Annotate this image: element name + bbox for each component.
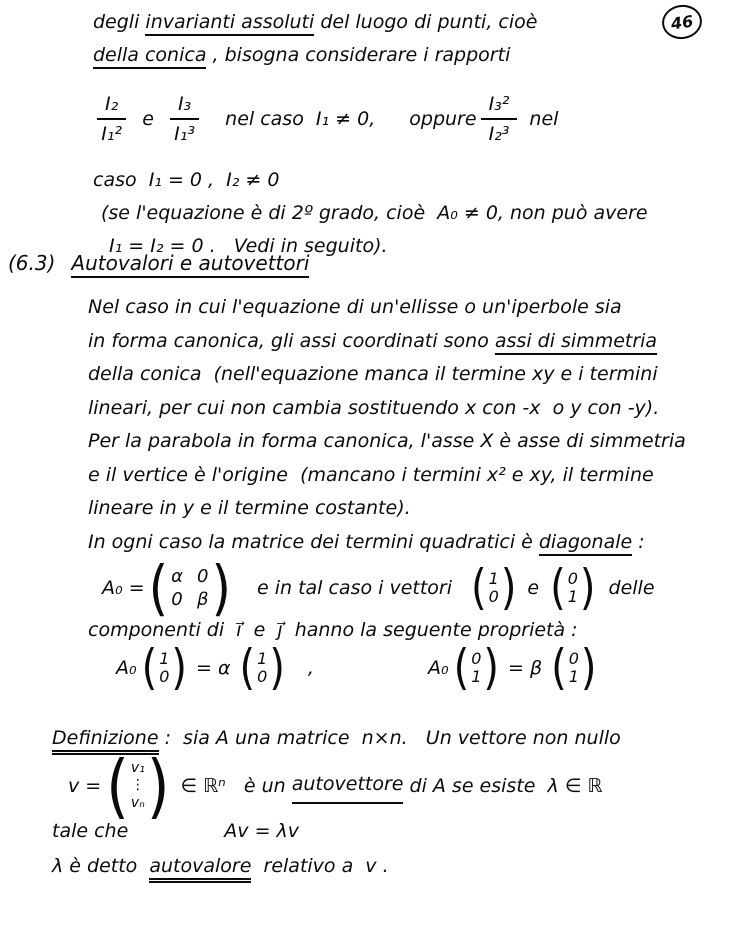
- definition-line-4: [52, 848, 722, 884]
- right-paren: ): [483, 640, 499, 696]
- delle-text: delle: [608, 576, 655, 599]
- left-paren: (: [551, 640, 567, 696]
- comma-separator: ,: [307, 656, 314, 679]
- page-number: 46: [669, 11, 695, 33]
- vector-entry: 1: [257, 648, 268, 668]
- v-equals-label: v =: [68, 774, 102, 797]
- definition-line-2: [52, 745, 722, 827]
- vector-entry: 1: [488, 568, 499, 588]
- left-paren: (: [453, 640, 470, 696]
- para-line-2: [88, 325, 736, 359]
- vector-entry: 0: [257, 667, 268, 686]
- ratios-row: [93, 74, 723, 164]
- vector-entry: 1: [471, 667, 482, 686]
- right-paren: ): [500, 560, 517, 616]
- vector-entry: 0: [568, 648, 579, 668]
- vector-v: [106, 745, 170, 827]
- left-paren: (: [550, 560, 566, 616]
- right-paren: ): [211, 553, 231, 623]
- vector-entries: [129, 760, 147, 813]
- para-line-8: [88, 526, 736, 560]
- vector-e2: [550, 560, 596, 616]
- definition-label: Definizione: [52, 727, 159, 755]
- vector-e2-result: [551, 640, 597, 696]
- matrix-entry: α: [171, 565, 183, 587]
- remark-line-2: I₁ = I₂ = 0 . Vedi in seguito).: [109, 235, 388, 257]
- equals-beta: = β: [508, 656, 543, 679]
- fraction-numerator: I₂: [97, 93, 126, 120]
- fraction-i2-over-i1sq: [97, 93, 126, 145]
- main-paragraph: [88, 291, 736, 559]
- para-line8-pre: In ogni caso la matrice dei termini quadratici è: [88, 530, 539, 553]
- intro-line-2: [93, 39, 723, 72]
- vector-e2: [453, 640, 499, 696]
- vector-entry: 0: [567, 568, 578, 588]
- para-line8-post: :: [632, 530, 645, 553]
- case-zero-line: caso I₁ = 0 , I₂ ≠ 0: [93, 169, 280, 191]
- para-line-1: Nel caso in cui l'equazione di un'ellisse o un'iperbole sia: [88, 296, 622, 318]
- intro-line-1: [93, 6, 723, 39]
- fraction-numerator: I₃²: [481, 93, 518, 120]
- left-paren: (: [106, 745, 129, 827]
- vector-entry: 0: [488, 587, 499, 606]
- mid-text: e in tal caso i vettori: [256, 576, 453, 599]
- a0-symbol: A₀: [427, 656, 449, 679]
- definition-line4-pre: λ è detto: [52, 855, 150, 877]
- vector-entry: v₁: [130, 759, 145, 776]
- left-paren: (: [141, 640, 158, 696]
- section-heading: [8, 251, 309, 278]
- para-line-3: della conica (nell'equazione manca il termine xy e i termini: [88, 363, 658, 385]
- left-paren: (: [471, 560, 487, 616]
- a0-equals-label: A₀ =: [102, 576, 145, 599]
- vector-entry: 0: [159, 667, 170, 686]
- matrix-entry: 0: [171, 588, 183, 610]
- vector-entry: 0: [471, 648, 482, 668]
- vector-e1-result: [239, 640, 285, 696]
- vector-entry: 1: [568, 667, 579, 686]
- definition-block: [52, 722, 722, 884]
- formula-beta: [427, 640, 602, 696]
- eigen-equation: Av = λv: [224, 820, 300, 842]
- section-number: (6.3): [8, 251, 56, 275]
- vector-entries: [487, 570, 501, 607]
- definition-line1-post: : sia A una matrice n×n. Un vettore non nullo: [158, 727, 621, 749]
- case-nonzero-text: nel caso I₁ ≠ 0,: [225, 107, 376, 130]
- matrix-entries: [168, 567, 211, 610]
- formulas-row: [116, 640, 602, 696]
- fraction-i3sq-over-i2cube: [481, 93, 518, 145]
- vertical-dots: ⋮: [130, 777, 145, 794]
- intro-block: [93, 6, 723, 263]
- right-paren: ): [580, 640, 597, 696]
- matrix-entry: β: [196, 588, 209, 610]
- right-paren: ): [579, 560, 596, 616]
- section-title: Autovalori e autovettori: [71, 251, 309, 278]
- right-paren: ): [269, 640, 285, 696]
- intro-line2-underlined: della conica: [93, 44, 206, 69]
- left-paren: (: [239, 640, 256, 696]
- equals-alpha: = α: [196, 656, 231, 679]
- vector-entry: 1: [567, 587, 578, 606]
- definition-line2-mid: ∈ ℝⁿ è un: [174, 774, 292, 797]
- fraction-denominator: I₁³: [174, 123, 195, 145]
- intro-line1-underlined: invarianti assoluti: [145, 11, 314, 36]
- vector-entry: 1: [159, 648, 170, 668]
- para-line-5: Per la parabola in forma canonica, l'asse X è asse di simmetria: [88, 430, 686, 452]
- vector-entries: [566, 570, 580, 607]
- intro-line1-pre: degli: [93, 11, 146, 33]
- para-line8-underlined: diagonale: [539, 531, 632, 556]
- conjunction-e: e: [142, 107, 154, 130]
- a0-symbol: A₀: [116, 656, 137, 679]
- right-paren: ): [146, 745, 170, 827]
- nel-text: nel: [529, 107, 559, 130]
- formula-alpha: [116, 640, 290, 696]
- autovalore-underlined: autovalore: [149, 855, 251, 883]
- conjunction-e: e: [527, 576, 540, 599]
- vector-entry: vₙ: [130, 794, 145, 811]
- remark-line-1: (se l'equazione è di 2º grado, cioè A₀ ≠ 0, non può avere: [101, 202, 648, 224]
- definition-line2-post: di A se esiste λ ∈ ℝ: [403, 774, 603, 797]
- fraction-i3-over-i1cube: [170, 93, 199, 145]
- para-line-7: lineare in y e il termine costante).: [88, 497, 411, 519]
- fraction-denominator: I₂³: [488, 123, 510, 145]
- autovettore-underlined: autovettore: [292, 768, 404, 804]
- components-line: componenti di i⃗ e j⃗ hanno la seguente proprietà :: [88, 619, 578, 641]
- para-line2-underlined: assi di simmetria: [495, 330, 657, 355]
- tale-che-label: tale che: [52, 820, 129, 842]
- diagonal-matrix-row: [102, 553, 655, 623]
- para-line-6: e il vertice è l'origine (mancano i termini x² e xy, il termine: [88, 463, 654, 486]
- matrix-entry: 0: [196, 565, 209, 587]
- oppure-text: oppure: [409, 107, 477, 130]
- para-line-4: lineari, per cui non cambia sostituendo x con -x o y con -y).: [88, 396, 660, 419]
- intro-line2-post: , bisogna considerare i rapporti: [206, 44, 511, 66]
- right-paren: ): [171, 640, 188, 696]
- para-line2-pre: in forma canonica, gli assi coordinati sono: [88, 329, 495, 352]
- vector-e1: [471, 560, 517, 616]
- fraction-numerator: I₃: [170, 93, 199, 120]
- intro-line1-post: del luogo di punti, cioè: [314, 11, 538, 33]
- definition-line4-post: relativo a v .: [251, 855, 389, 877]
- vector-e1: [141, 640, 188, 696]
- matrix-a0: [148, 553, 231, 623]
- left-paren: (: [148, 553, 169, 623]
- fraction-denominator: I₁²: [101, 123, 123, 145]
